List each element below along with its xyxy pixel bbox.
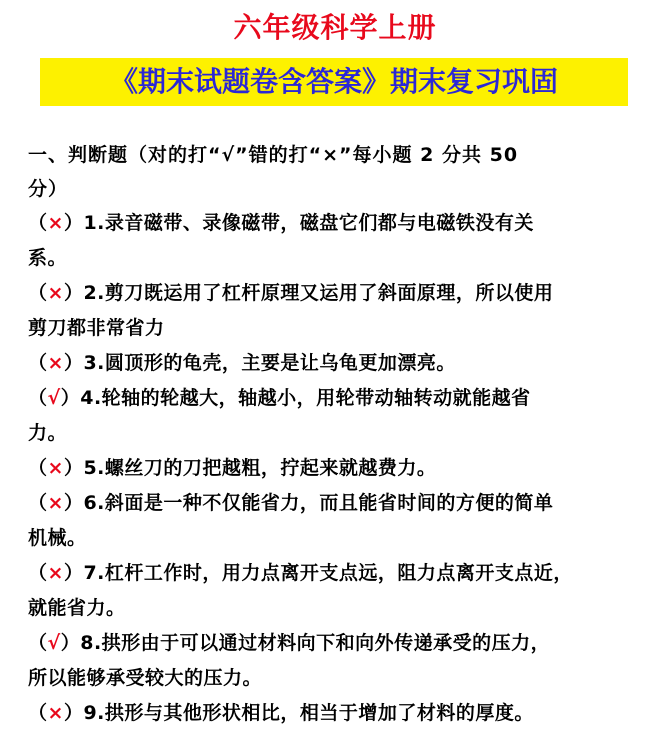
answer-paren-close: ） bbox=[63, 562, 84, 584]
question-item bbox=[28, 276, 648, 346]
answer-paren-open: （ bbox=[28, 492, 48, 514]
question-text: 3.圆顶形的龟壳，主要是让乌龟更加漂亮。 bbox=[83, 352, 456, 374]
answer-paren-close: ） bbox=[63, 702, 84, 724]
answer-mark: × bbox=[47, 457, 64, 479]
question-text-continued: 力。 bbox=[28, 422, 68, 444]
answer-mark: × bbox=[47, 282, 64, 304]
question-text-continued: 所以能够承受较大的压力。 bbox=[28, 667, 263, 689]
section-heading-line2: 分） bbox=[28, 178, 69, 200]
answer-mark: × bbox=[47, 492, 64, 514]
answer-paren-close: ） bbox=[63, 457, 84, 479]
answer-paren-open: （ bbox=[28, 352, 48, 374]
question-section bbox=[28, 138, 648, 731]
document-subtitle: 《期末试题卷含答案》期末复习巩固 bbox=[109, 65, 558, 98]
question-item bbox=[28, 556, 648, 626]
answer-paren-open: （ bbox=[28, 702, 48, 724]
question-text: 7.杠杆工作时，用力点离开支点远，阻力点离开支点近， bbox=[83, 562, 573, 584]
answer-paren-close: ） bbox=[60, 387, 81, 409]
answer-paren-open: （ bbox=[28, 387, 48, 409]
question-item bbox=[28, 696, 648, 731]
answer-mark: × bbox=[47, 212, 64, 234]
question-item bbox=[28, 206, 648, 276]
answer-paren-open: （ bbox=[28, 457, 48, 479]
question-text: 9.拱形与其他形状相比，相当于增加了材料的厚度。 bbox=[83, 702, 534, 724]
question-item bbox=[28, 626, 648, 696]
question-item bbox=[28, 486, 648, 556]
question-item bbox=[28, 451, 648, 486]
question-text: 5.螺丝刀的刀把越粗，拧起来就越费力。 bbox=[83, 457, 437, 479]
question-text: 1.录音磁带、录像磁带，磁盘它们都与电磁铁没有关 bbox=[83, 212, 534, 234]
answer-paren-close: ） bbox=[60, 632, 81, 654]
question-text: 2.剪刀既运用了杠杆原理又运用了斜面原理，所以使用 bbox=[83, 282, 554, 304]
answer-paren-close: ） bbox=[63, 352, 84, 374]
answer-mark: √ bbox=[47, 632, 61, 654]
answer-mark: × bbox=[47, 562, 64, 584]
question-text-continued: 机械。 bbox=[28, 527, 87, 549]
question-text: 8.拱形由于可以通过材料向下和向外传递承受的压力， bbox=[80, 632, 551, 654]
answer-paren-open: （ bbox=[28, 632, 48, 654]
question-text: 6.斜面是一种不仅能省力，而且能省时间的方便的简单 bbox=[83, 492, 554, 514]
document-title: 六年级科学上册 bbox=[233, 11, 437, 44]
answer-paren-close: ） bbox=[63, 492, 84, 514]
answer-paren-open: （ bbox=[28, 282, 48, 304]
question-text-continued: 就能省力。 bbox=[28, 597, 126, 619]
question-item bbox=[28, 381, 648, 451]
question-text-continued: 系。 bbox=[28, 247, 68, 269]
answer-mark: √ bbox=[47, 387, 61, 409]
answer-paren-open: （ bbox=[28, 212, 48, 234]
section-heading-line1: 一、判断题（对的打“√”错的打“×”每小题 2 分共 50 bbox=[28, 144, 519, 166]
question-item bbox=[28, 346, 648, 381]
answer-paren-close: ） bbox=[63, 212, 84, 234]
question-text-continued: 剪刀都非常省力 bbox=[28, 317, 165, 339]
answer-paren-close: ） bbox=[63, 282, 84, 304]
answer-mark: × bbox=[47, 702, 64, 724]
answer-paren-open: （ bbox=[28, 562, 48, 584]
answer-mark: × bbox=[47, 352, 64, 374]
section-heading bbox=[28, 138, 648, 206]
question-text: 4.轮轴的轮越大，轴越小，用轮带动轴转动就能越省 bbox=[80, 387, 531, 409]
